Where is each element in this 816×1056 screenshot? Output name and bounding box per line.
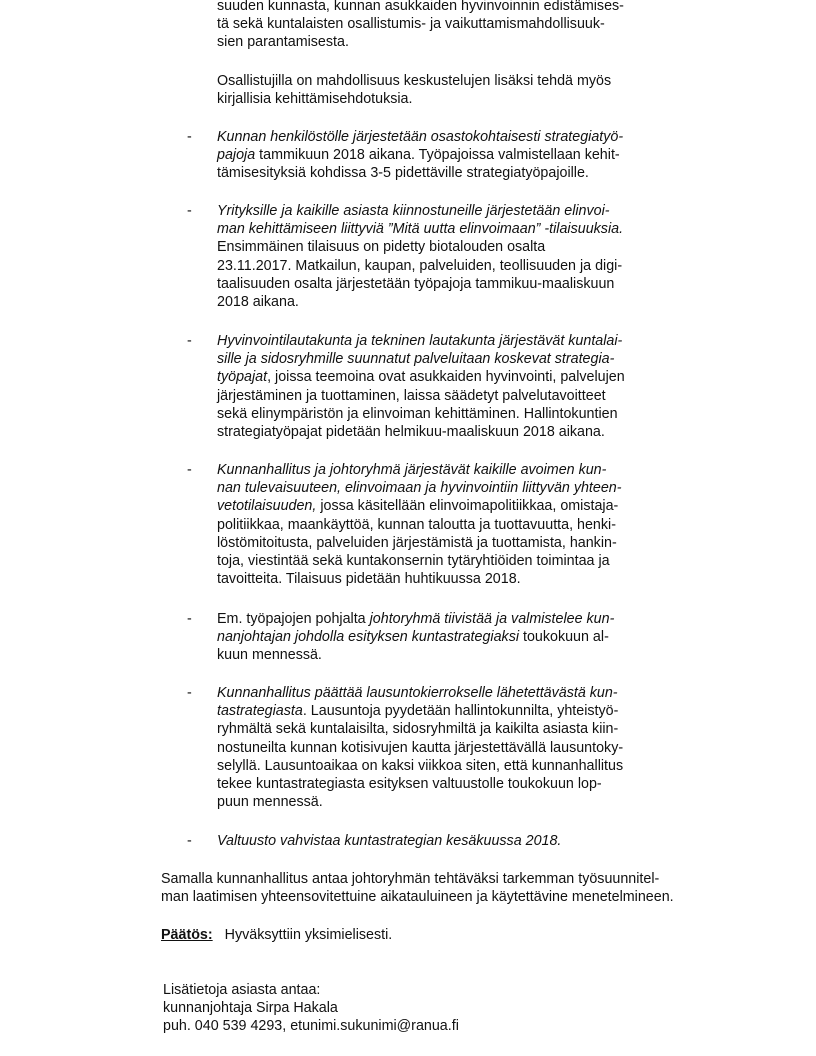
body-text: taalisuuden osalta järjestetään työpajoja tammikuu-maaliskuun — [217, 275, 615, 292]
text-line — [217, 146, 687, 164]
text-line — [217, 516, 687, 534]
contact-info — [163, 981, 459, 1036]
body-text: puun mennessä. — [217, 794, 323, 811]
text-line — [217, 552, 687, 570]
body-text: selyllä. Lausuntoaikaa on kaksi viikkoa siten, että kunnanhallitus — [217, 757, 624, 774]
contact-phone-email: puh. 040 539 4293, etunimi.sukunimi@ranua.fi — [163, 1018, 459, 1035]
text-line: Samalla kunnanhallitus antaa johtoryhmän tehtäväksi tarkemman työsuunnitel- — [161, 871, 660, 887]
emphasis-text: Hyvinvointilautakunta ja tekninen lautakunta järjestävät kuntalai- — [217, 333, 623, 349]
emphasis-text: pajoja — [217, 147, 256, 164]
body-text: . Lausuntoja pyydetään hallintokunnilta, yhteistyö- — [302, 703, 619, 720]
body-text: 23.11.2017. Matkailun, kaupan, palveluiden, teollisuuden ja digi- — [217, 257, 623, 274]
bullet-item — [217, 202, 687, 311]
text-line — [217, 293, 687, 311]
emphasis-text: man kehittämiseen liittyviä ”Mitä uutta elinvoimaan” -tilaisuuksia. — [217, 221, 624, 238]
emphasis-text: nanjohtajan johdolla esityksen kuntastrategiaksi — [217, 629, 520, 646]
text-line — [217, 628, 687, 646]
text-line — [217, 610, 687, 628]
body-text: nostuneilta kunnan kotisivujen kautta järjestettävällä lausuntoky- — [217, 739, 624, 756]
text-line — [217, 793, 687, 811]
text-line — [217, 202, 687, 220]
emphasis-text: Valtuusto vahvistaa kuntastrategian kesäkuussa 2018. — [217, 833, 562, 849]
bullet-marker: - — [187, 685, 192, 701]
bullet-item — [217, 610, 687, 665]
body-text: strategiatyöpajat pidetään helmikuu-maaliskuun 2018 aikana. — [217, 424, 605, 441]
emphasis-text: johtoryhmä tiivistää ja valmistelee kun- — [369, 611, 615, 627]
text-line — [217, 534, 687, 552]
body-text: Em. työpajojen pohjalta — [217, 611, 370, 627]
emphasis-text: Yrityksille ja kaikille asiasta kiinnostuneille järjestetään elinvoi- — [217, 203, 610, 219]
body-text: politiikkaa, maankäyttöä, kunnan taloutta ja tuottavuutta, henki- — [217, 516, 616, 533]
body-text: toukokuun al- — [519, 629, 609, 646]
bullet-marker: - — [187, 333, 192, 349]
text-line — [217, 238, 687, 256]
bullet-marker: - — [187, 462, 192, 478]
text-line — [217, 739, 687, 757]
text-line — [217, 646, 687, 664]
text-line — [217, 220, 687, 238]
text-line: sien parantamisesta. — [217, 34, 349, 51]
emphasis-text: Kunnanhallitus päättää lausuntokierrokselle lähetettävästä kun- — [217, 685, 618, 701]
bullet-item — [217, 832, 687, 850]
emphasis-text: vetotilaisuuden, — [217, 498, 317, 515]
text-line — [217, 684, 687, 702]
emphasis-text: nan tulevaisuuteen, elinvoimaan ja hyvinvointiin liittyvän yhteen- — [217, 480, 622, 497]
body-text: löstömitoitusta, palveluiden järjestämistä ja tuottamista, hankin- — [217, 534, 617, 551]
body-text: 2018 aikana. — [217, 294, 299, 311]
body-text: ryhmältä sekä kuntalaisilta, sidosryhmiltä ja kaikilta asiasta kiin- — [217, 721, 619, 738]
text-line — [217, 350, 687, 368]
summary-paragraph — [161, 870, 761, 906]
text-line: man laatimisen yhteensovitettuine aikatauluineen ja käytettävine menetelmineen. — [161, 889, 674, 906]
bullet-item — [217, 461, 687, 588]
text-line — [217, 461, 687, 479]
contact-heading: Lisätietoja asiasta antaa: — [163, 982, 321, 998]
body-text: jossa käsitellään elinvoimapolitiikkaa, omistaja- — [316, 498, 619, 515]
text-line — [217, 128, 687, 146]
bullet-marker: - — [187, 129, 192, 145]
text-line — [217, 257, 687, 275]
text-line: suuden kunnasta, kunnan asukkaiden hyvinvoinnin edistämises- — [217, 0, 624, 14]
text-line — [217, 720, 687, 738]
text-line — [217, 775, 687, 793]
body-text: toja, viestintää sekä kuntakonsernin tytäryhtiöiden toimintaa ja — [217, 553, 610, 570]
intro-note — [217, 72, 687, 108]
decision — [161, 926, 761, 944]
body-text: tammikuun 2018 aikana. Työpajoissa valmistellaan kehit- — [255, 147, 620, 164]
text-line — [217, 702, 687, 720]
text-line — [217, 405, 687, 423]
decision-label: Päätös: — [161, 927, 213, 943]
emphasis-text: Kunnan henkilöstölle järjestetään osastokohtaisesti strategiatyö- — [217, 129, 624, 145]
text-line — [217, 479, 687, 497]
emphasis-text: tastrategiasta — [217, 703, 303, 720]
text-line: Osallistujilla on mahdollisuus keskustelujen lisäksi tehdä myös — [217, 73, 612, 89]
body-text: kuun mennessä. — [217, 647, 322, 664]
contact-name: kunnanjohtaja Sirpa Hakala — [163, 1000, 338, 1017]
text-line — [217, 387, 687, 405]
text-line — [217, 275, 687, 293]
bullet-item — [217, 684, 687, 811]
text-line — [217, 423, 687, 441]
body-text: sekä elinympäristön ja elinvoiman kehittäminen. Hallintokuntien — [217, 405, 618, 422]
text-line — [217, 757, 687, 775]
text-line — [217, 570, 687, 588]
decision-text: Hyväksyttiin yksimielisesti. — [224, 927, 393, 943]
text-line — [217, 497, 687, 515]
text-line — [217, 332, 687, 350]
body-text: Ensimmäinen tilaisuus on pidetty biotalouden osalta — [217, 239, 546, 256]
text-line: kirjallisia kehittämisehdotuksia. — [217, 91, 413, 108]
emphasis-text: työpajat — [217, 369, 268, 386]
text-line — [217, 832, 687, 850]
text-line: tä sekä kuntalaisten osallistumis- ja vaikuttamismahdollisuuk- — [217, 16, 605, 33]
bullet-item — [217, 332, 687, 441]
bullet-item — [217, 128, 687, 183]
text-line — [217, 368, 687, 386]
body-text: järjestäminen ja tuottaminen, laissa säädetyt palvelutavoitteet — [217, 387, 606, 404]
body-text: , joissa teemoina ovat asukkaiden hyvinvointi, palvelujen — [267, 369, 625, 386]
bullet-marker: - — [187, 833, 192, 849]
text-line — [217, 164, 687, 182]
body-text: tekee kuntastrategiasta esityksen valtuustolle toukokuun lop- — [217, 776, 602, 793]
bullet-marker: - — [187, 611, 192, 627]
body-text: tämisesityksiä kohdissa 3-5 pidettäville strategiatyöpajoille. — [217, 165, 589, 182]
intro-paragraph — [217, 0, 687, 52]
emphasis-text: sille ja sidosryhmille suunnatut palveluitaan koskevat strategia- — [217, 351, 615, 368]
body-text: tavoitteita. Tilaisuus pidetään huhtikuussa 2018. — [217, 571, 521, 588]
bullet-marker: - — [187, 203, 192, 219]
emphasis-text: Kunnanhallitus ja johtoryhmä järjestävät kaikille avoimen kun- — [217, 462, 607, 478]
